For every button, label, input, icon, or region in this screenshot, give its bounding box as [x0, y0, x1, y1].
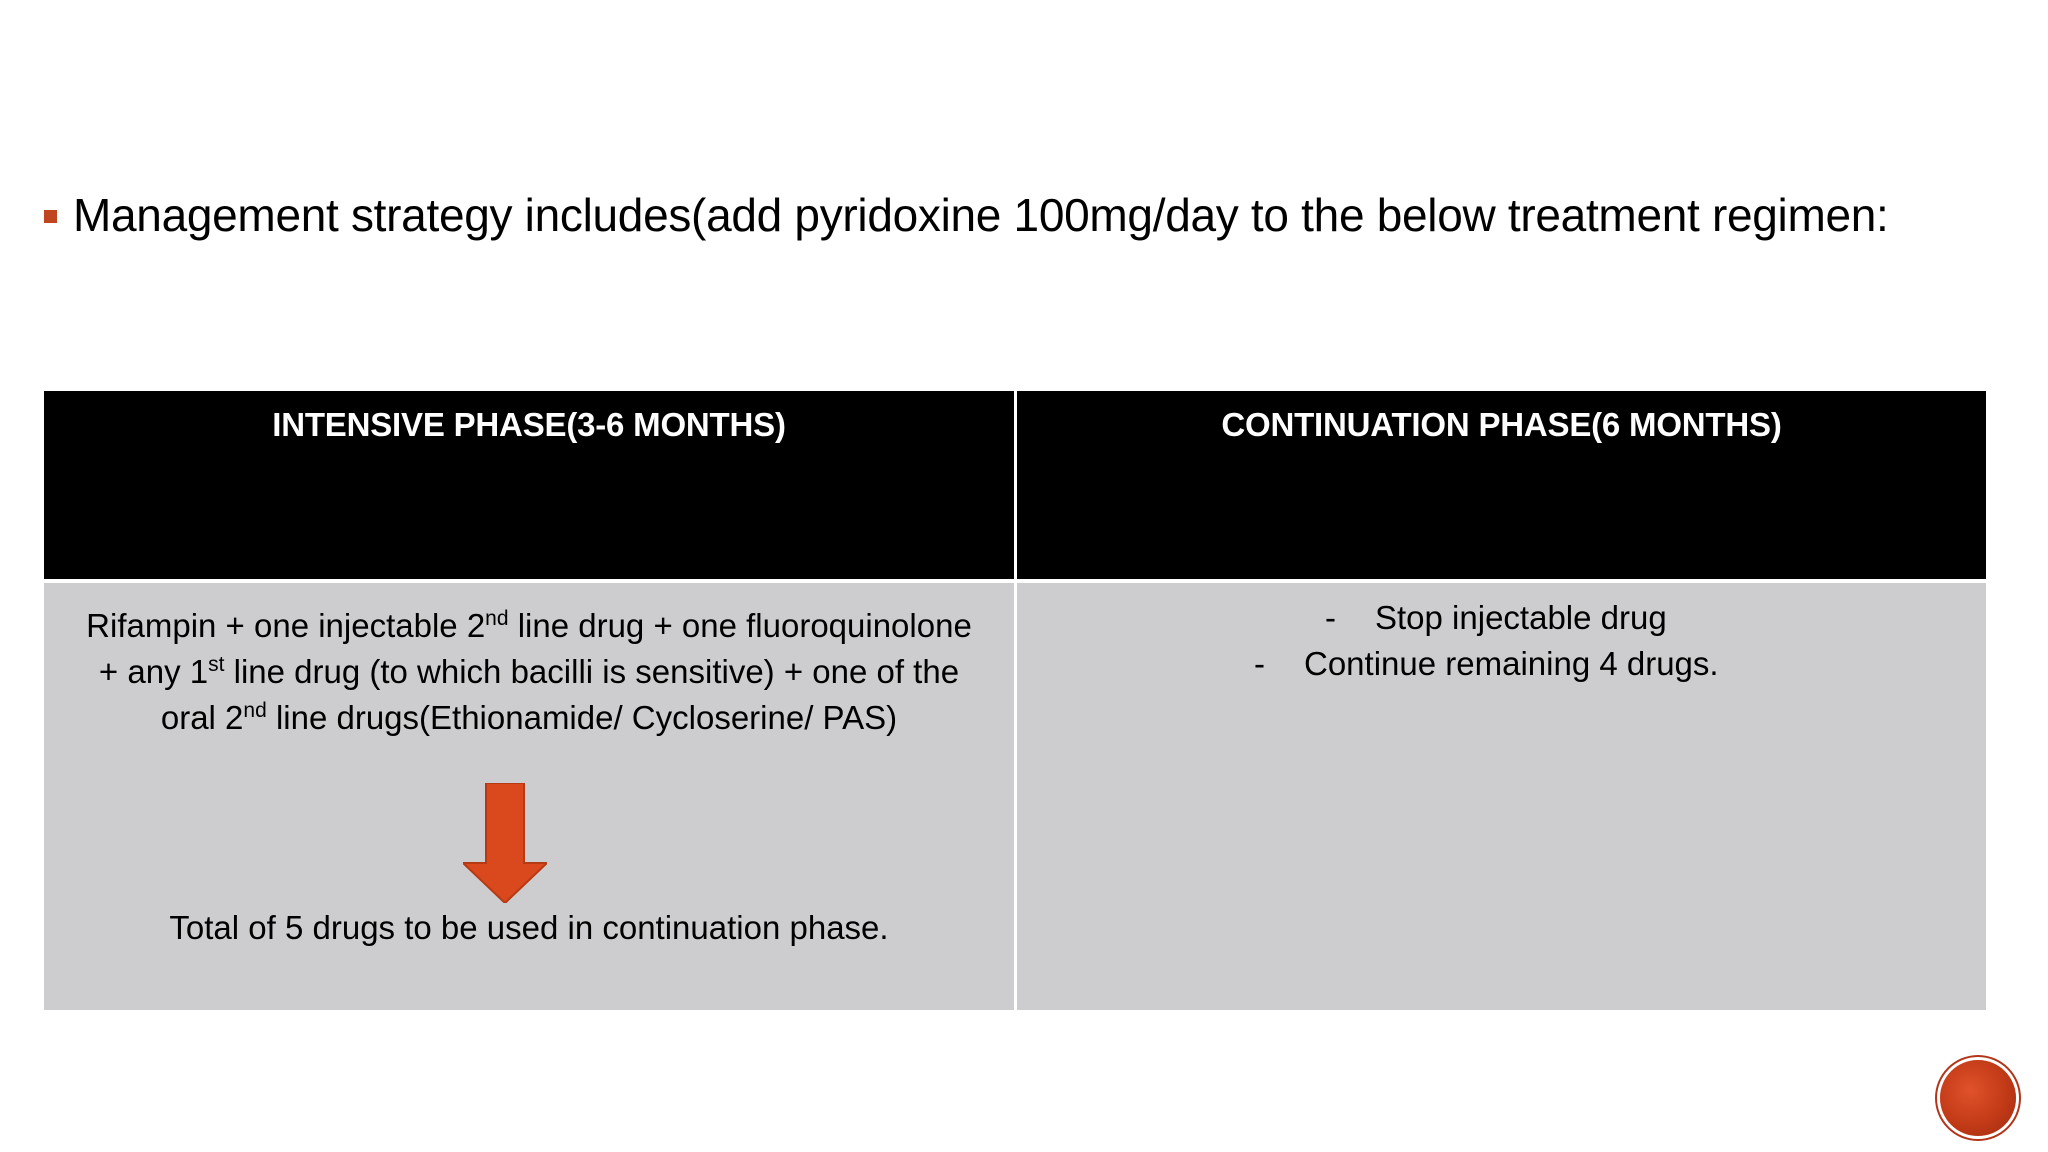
theme-circle-logo: [1940, 1060, 2016, 1136]
bullet-text: Management strategy includes(add pyridoxine 100mg/day to the below treatment regimen:: [73, 189, 1889, 241]
intensive-text-3: line drug (to which bacilli is sensitive) + one of the oral 2: [160, 653, 960, 736]
continuation-list: [1017, 595, 1986, 687]
intensive-cell: [44, 583, 1014, 1010]
header-continuation-label: CONTINUATION PHASE(6 MONTHS): [1221, 406, 1782, 443]
header-continuation: [1017, 391, 1986, 579]
intensive-text-4: line drugs(Ethionamide/ Cycloserine/ PAS): [266, 699, 898, 736]
intensive-description: [74, 603, 984, 741]
intensive-text-1: Rifampin + one injectable 2: [86, 607, 486, 644]
list-item: [1017, 595, 1986, 641]
treatment-table: [44, 391, 1986, 1010]
superscript: nd: [485, 607, 509, 630]
dash-bullet: -: [1325, 599, 1336, 636]
superscript: nd: [243, 699, 267, 722]
square-bullet-icon: [44, 210, 57, 223]
header-intensive: [44, 391, 1014, 579]
list-item: [1017, 641, 1986, 687]
dash-bullet: -: [1254, 645, 1265, 682]
list-item-text: Stop injectable drug: [1375, 599, 1667, 636]
continuation-cell: [1017, 583, 1986, 1010]
bullet-point: [44, 188, 1889, 242]
list-item-text: Continue remaining 4 drugs.: [1304, 645, 1719, 682]
total-drugs-note: Total of 5 drugs to be used in continuation phase.: [169, 909, 889, 946]
header-intensive-label: INTENSIVE PHASE(3-6 MONTHS): [272, 406, 786, 443]
intensive-text-2: line drug + one fluoroquinolone + any 1: [98, 607, 972, 690]
down-arrow-icon: [463, 783, 547, 903]
superscript: st: [208, 653, 225, 676]
